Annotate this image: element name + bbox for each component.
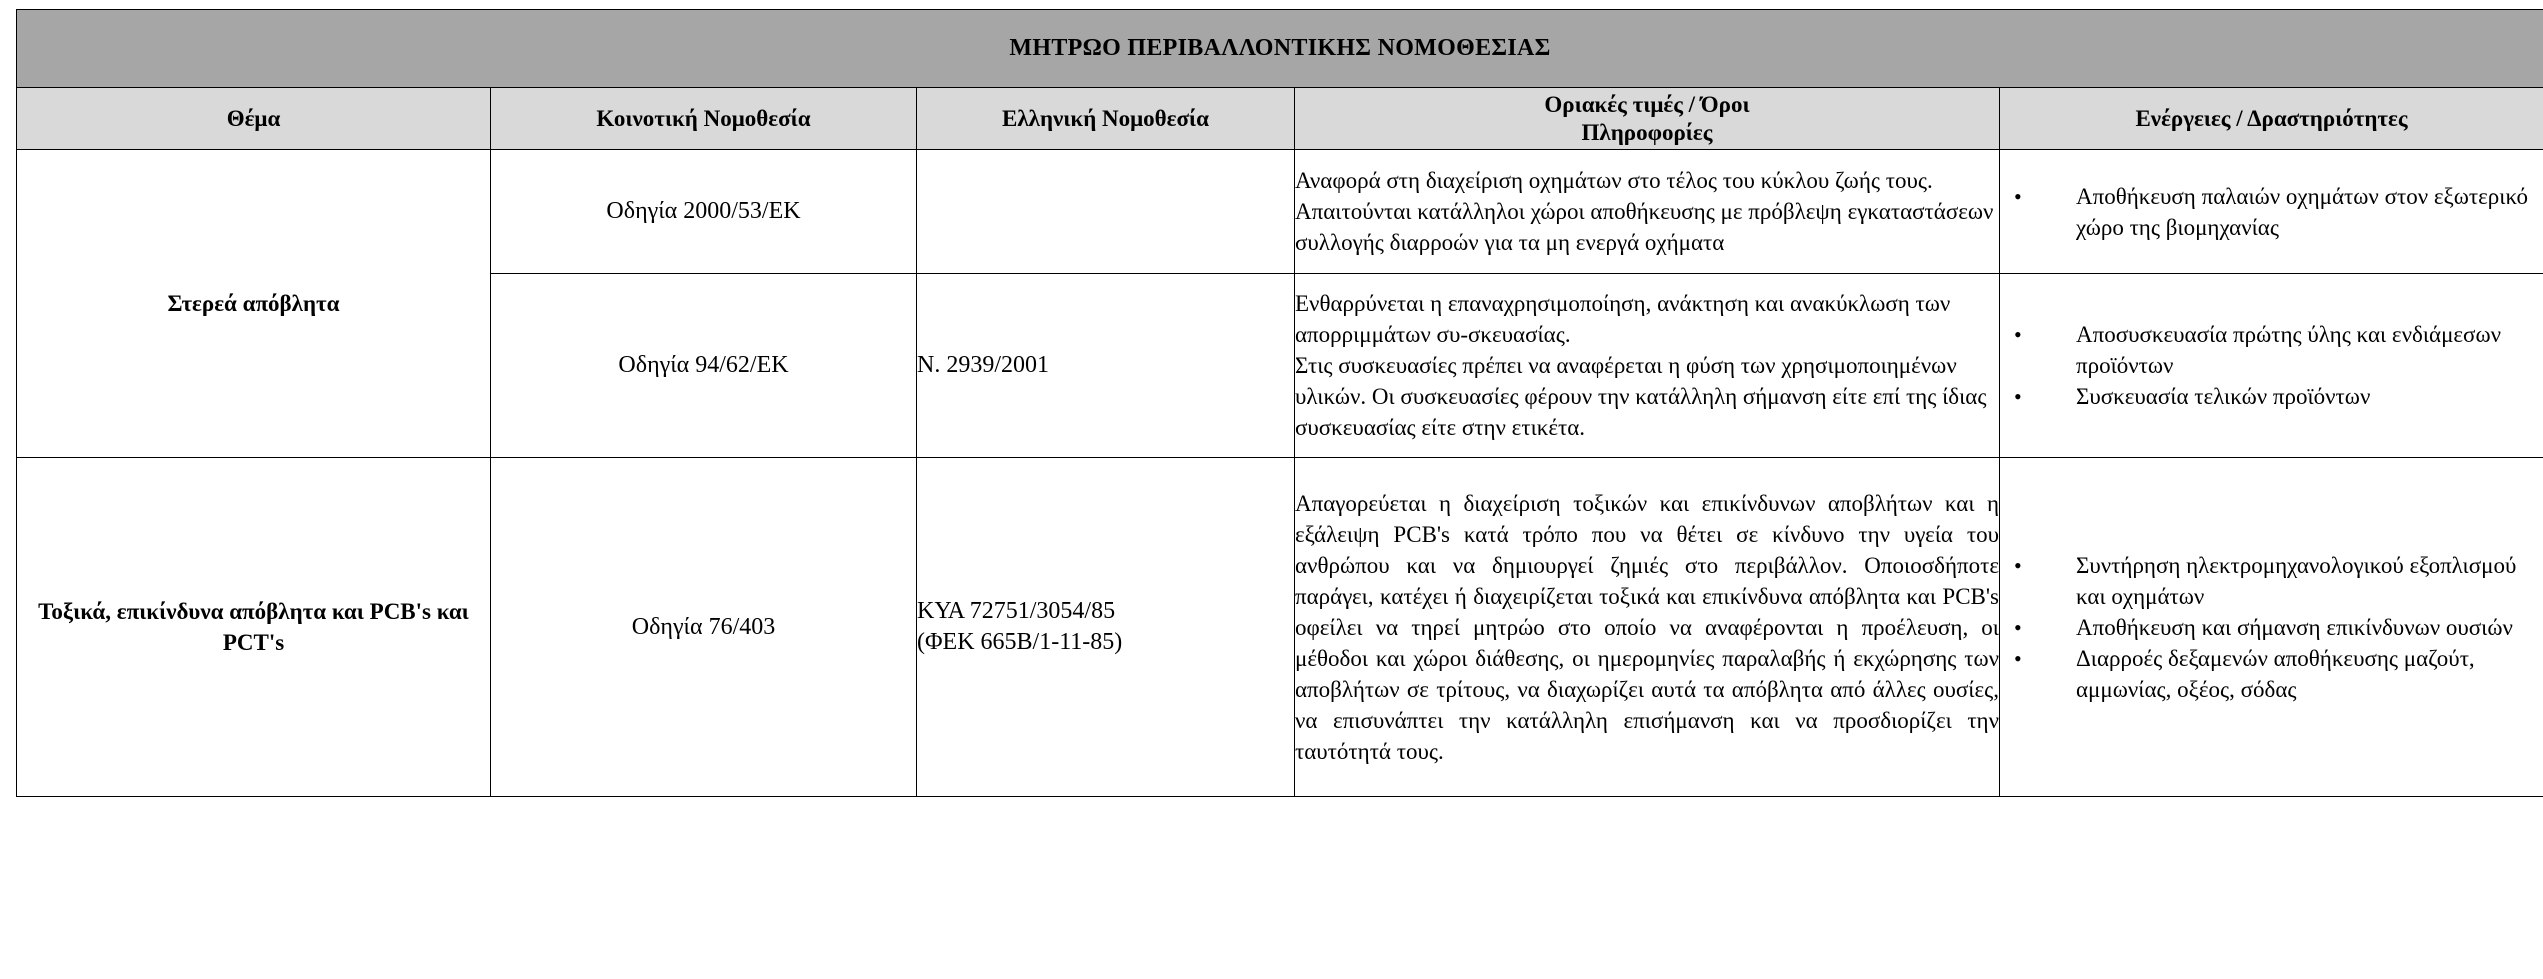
limits-info-cell (1295, 274, 2000, 458)
table-title-row (17, 10, 2543, 88)
limits-paragraph: Ενθαρρύνεται η επαναχρησιμοποίηση, ανάκτηση και ανακύκλωση των απορριμμάτων συ-σκευασίας. (1295, 291, 1951, 347)
greek-legislation-cell (917, 150, 1295, 274)
environmental-legislation-register-table (16, 9, 2543, 797)
action-text: Αποσυσκευασία πρώτης ύλης και ενδιάμεσων προϊόντων (2076, 322, 2501, 378)
action-text: Αποθήκευση και σήμανση επικίνδυνων ουσιών (2076, 614, 2513, 640)
header-limits-info (1295, 88, 2000, 150)
eu-legislation-cell: Οδηγία 76/403 (491, 458, 917, 797)
action-text: Διαρροές δεξαμενών αποθήκευσης μαζούτ, αμμωνίας, οξέος, σόδας (2076, 645, 2475, 702)
bullet-icon: • (2014, 183, 2022, 209)
action-item (2000, 550, 2543, 612)
header-limits-line2: Πληροφορίες (1581, 119, 1713, 145)
action-text: Αποθήκευση παλαιών οχημάτων στον εξωτερικό χώρο της βιομηχανίας (2076, 183, 2529, 240)
action-item (2000, 612, 2543, 643)
action-item (2000, 643, 2543, 705)
action-item (2000, 381, 2543, 412)
header-actions: Ενέργειες / Δραστηριότητες (2000, 88, 2543, 150)
bullet-icon: • (2014, 614, 2022, 640)
eu-legislation-cell: Οδηγία 2000/53/ΕΚ (491, 150, 917, 274)
actions-list (2000, 319, 2543, 412)
bullet-icon: • (2014, 552, 2022, 578)
bullet-icon: • (2014, 645, 2022, 671)
greek-legislation-cell (917, 458, 1295, 797)
table-row (17, 150, 2543, 274)
bullet-icon: • (2014, 322, 2022, 347)
limits-paragraph: Αναφορά στη διαχείριση οχημάτων στο τέλος του κύκλου ζωής τους. Απαιτούνται κατάλληλοι χώροι αποθήκευσης με πρόβλεψη εγκαταστάσεων συλλογής διαρροών για τα μη ενεργά οχήματα (1295, 168, 1994, 255)
actions-list (2000, 550, 2543, 705)
bullet-icon: • (2014, 384, 2022, 409)
column-header-row (17, 88, 2543, 150)
header-eu-legislation: Κοινοτική Νομοθεσία (491, 88, 917, 150)
greek-law-line: Ν. 2939/2001 (917, 352, 1049, 378)
action-item (2000, 319, 2543, 381)
actions-cell (2000, 458, 2543, 797)
action-item (2000, 181, 2543, 243)
header-limits-line1: Οριακές τιμές / Όροι (1544, 91, 1750, 117)
table-row (17, 458, 2543, 797)
header-greek-legislation: Ελληνική Νομοθεσία (917, 88, 1295, 150)
actions-cell (2000, 150, 2543, 274)
topic-cell: Στερεά απόβλητα (17, 150, 491, 458)
limits-info-cell (1295, 150, 2000, 274)
eu-legislation-cell: Οδηγία 94/62/ΕΚ (491, 274, 917, 458)
action-text: Συσκευασία τελικών προϊόντων (2076, 384, 2371, 409)
actions-list (2000, 181, 2543, 243)
limits-paragraph: Απαγορεύεται η διαχείριση τοξικών και επικίνδυνων αποβλήτων και η εξάλειψη PCB's κατά τρόπο που να θέτει σε κίνδυνο την υγεία του ανθρώπου και να δημιουργεί ζημιές στο περιβάλλον. Οποιοσδήποτε παράγει, κατέχει ή διαχειρίζεται τοξικά και επικίνδυνα απόβλητα και PCB's οφείλει να τηρεί μητρώο στο οποίο να αναφέρονται η προέλευση, οι μέθοδοι και χώροι διάθεσης, οι ημερομηνίες παραλαβής ή εκχώρησης των αποβλήτων σε τρίτους, να διαχωρίζει αυτά τα απόβλητα από άλλες ουσίες, να επισυνάπτει την κατάλληλη επισήμανση και να προσδιορίζει την ταυτότητά τους. (1295, 490, 1999, 764)
action-text: Συντήρηση ηλεκτρομηχανολογικού εξοπλισμού και οχημάτων (2076, 552, 2517, 609)
table-title: ΜΗΤΡΩΟ ΠΕΡΙΒΑΛΛΟΝΤΙΚΗΣ ΝΟΜΟΘΕΣΙΑΣ (17, 10, 2543, 88)
greek-legislation-cell (917, 274, 1295, 458)
limits-info-cell (1295, 458, 2000, 797)
greek-law-line: ΚΥΑ 72751/3054/85 (917, 598, 1116, 624)
greek-law-line: (ΦΕΚ 665Β/1-11-85) (917, 629, 1123, 655)
limits-paragraph: Στις συσκευασίες πρέπει να αναφέρεται η φύση των χρησιμοποιημένων υλικών. Οι συσκευασίες φέρουν την κατάλληλη σήμανση είτε επί της ίδιας συσκευασίας είτε στην ετικέτα. (1295, 353, 1987, 440)
topic-cell: Τοξικά, επικίνδυνα απόβλητα και PCB's και PCT's (17, 458, 491, 797)
header-topic: Θέμα (17, 88, 491, 150)
actions-cell (2000, 274, 2543, 458)
